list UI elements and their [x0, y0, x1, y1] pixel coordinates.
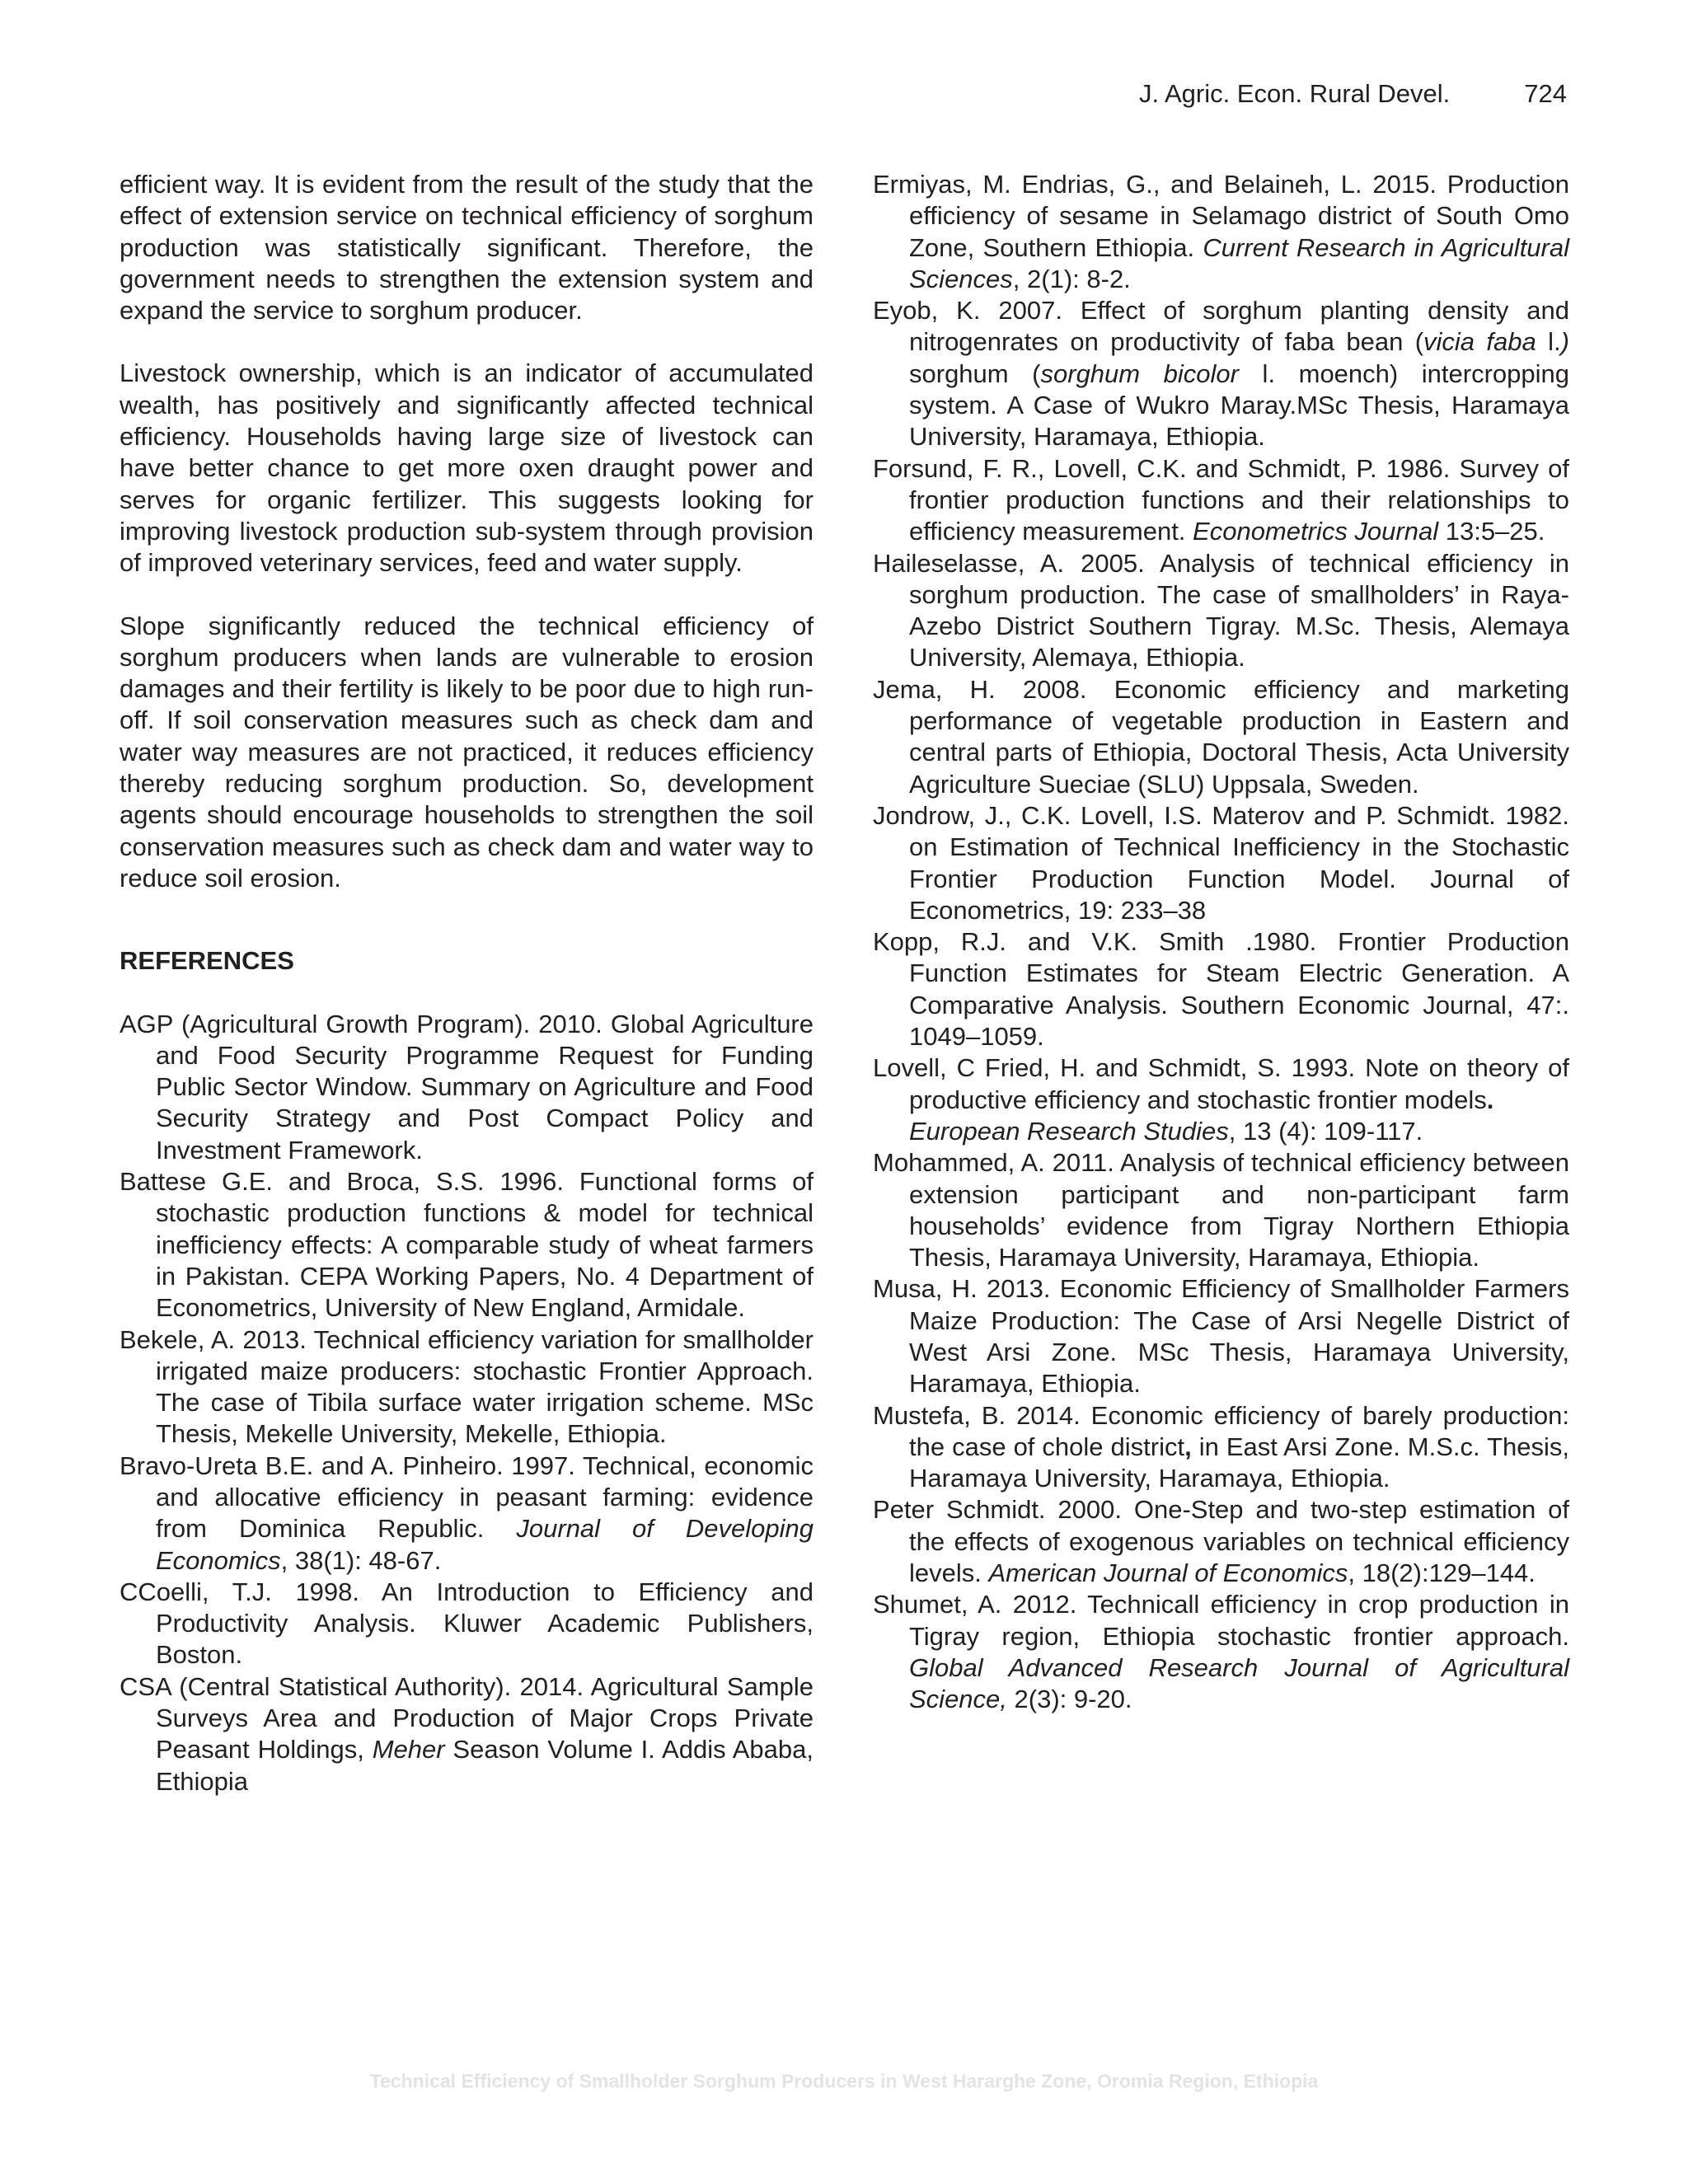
journal-name: J. Agric. Econ. Rural Devel.: [1138, 79, 1451, 108]
reference-entry: Jema, H. 2008. Economic efficiency and marketing performance of vegetable production in Eastern and central parts of Ethiopia, Doctoral Thesis, Acta University Agriculture Sueciae (SLU) Uppsala, Sweden.: [873, 674, 1569, 799]
reference-entry: Eyob, K. 2007. Effect of sorghum planting density and nitrogenrates on productivity of faba bean (vicia faba l.) sorghum (sorghum bicolor l. moench) intercropping system. A Case of Wukro Maray.MSc Thesis, Haramaya University, Haramaya, Ethiopia.: [873, 296, 1570, 452]
reference-entry: Mohammed, A. 2011. Analysis of technical efficiency between extension participant and non-participant farm households’ evidence from Tigray Northern Ethiopia Thesis, Haramaya University, Haramaya, Ethiopia.: [873, 1148, 1569, 1272]
reference-entry: Forsund, F. R., Lovell, C.K. and Schmidt, P. 1986. Survey of frontier production functions and their relationships to efficiency measurement. Econometrics Journal 13:5–25.: [873, 453, 1569, 546]
left-column: [120, 169, 814, 1797]
reference-entry: CSA (Central Statistical Authority). 2014. Agricultural Sample Surveys Area and Production of Major Crops Private Peasant Holdings, Meher Season Volume I. Addis Ababa, Ethiopia: [120, 1671, 814, 1796]
page-number: 724: [1524, 79, 1567, 108]
reference-entry: Lovell, C Fried, H. and Schmidt, S. 1993. Note on theory of productive efficiency and stochastic frontier models. European Research Studies, 13 (4): 109-117.: [873, 1053, 1569, 1146]
right-column: [873, 169, 1569, 1716]
reference-entry: Bravo-Ureta B.E. and A. Pinheiro. 1997. Technical, economic and allocative efficiency in peasant farming: evidence from Dominica Republic. Journal of Developing Economics, 38(1): 48-67.: [120, 1451, 814, 1575]
reference-entry: Battese G.E. and Broca, S.S. 1996. Functional forms of stochastic production functions & model for technical inefficiency effects: A comparable study of wheat farmers in Pakistan. CEPA Working Papers, No. 4 Department of Econometrics, University of New England, Armidale.: [120, 1167, 814, 1323]
running-header: [1139, 79, 1567, 109]
reference-entry: Haileselasse, A. 2005. Analysis of technical efficiency in sorghum production. The case of smallholders’ in Raya- Azebo District Southern Tigray. M.Sc. Thesis, Alemaya University, Alemaya, Ethiopia.: [873, 548, 1569, 673]
reference-entry: Peter Schmidt. 2000. One-Step and two-step estimation of the effects of exogenous variables on technical efficiency levels. American Journal of Economics, 18(2):129–144.: [873, 1495, 1569, 1588]
reference-entry: Shumet, A. 2012. Technicall efficiency in crop production in Tigray region, Ethiopia stochastic frontier approach. Global Advanced Research Journal of Agricultural Science, 2(3): 9-20.: [873, 1590, 1569, 1714]
body-paragraph: Livestock ownership, which is an indicator of accumulated wealth, has positively and significantly affected technical efficiency. Households having large size of livestock can have better chance to get more oxen draught power and serves for organic fertilizer. This suggests looking for improving livestock production sub-system through provision of improved veterinary services, feed and water supply.: [120, 359, 814, 578]
reference-entry: Jondrow, J., C.K. Lovell, I.S. Materov and P. Schmidt. 1982. on Estimation of Technical Inefficiency in the Stochastic Frontier Production Function Model. Journal of Econometrics, 19: 233–38: [873, 800, 1569, 925]
reference-entry: Mustefa, B. 2014. Economic efficiency of barely production: the case of chole district, in East Arsi Zone. M.S.c. Thesis, Haramaya University, Haramaya, Ethiopia.: [873, 1400, 1569, 1493]
references-heading: REFERENCES: [120, 946, 294, 976]
reference-entry: Ermiyas, M. Endrias, G., and Belaineh, L. 2015. Production efficiency of sesame in Selamago district of South Omo Zone, Southern Ethiopia. Current Research in Agricultural Sciences, 2(1): 8-2.: [873, 170, 1569, 293]
running-footer: Technical Efficiency of Smallholder Sorghum Producers in West Hararghe Zone, Oromia Region, Ethiopia: [369, 2070, 1319, 2092]
body-paragraph: efficient way. It is evident from the result of the study that the effect of extension service on technical efficiency of sorghum production was statistically significant. Therefore, the government needs to strengthen the extension system and expand the service to sorghum producer.: [120, 170, 814, 326]
reference-entry: Kopp, R.J. and V.K. Smith .1980. Frontier Production Function Estimates for Steam Electric Generation. A Comparative Analysis. Southern Economic Journal, 47:. 1049–1059.: [873, 927, 1569, 1052]
reference-entry: CCoelli, T.J. 1998. An Introduction to Efficiency and Productivity Analysis. Kluwer Academic Publishers, Boston.: [120, 1577, 814, 1670]
reference-entry: Bekele, A. 2013. Technical efficiency variation for smallholder irrigated maize producers: stochastic Frontier Approach. The case of Tibila surface water irrigation scheme. MSc Thesis, Mekelle University, Mekelle, Ethiopia.: [120, 1324, 814, 1449]
reference-entry: Musa, H. 2013. Economic Efficiency of Smallholder Farmers Maize Production: The Case of Arsi Negelle District of West Arsi Zone. MSc Thesis, Haramaya University, Haramaya, Ethiopia.: [873, 1274, 1569, 1399]
reference-entry: AGP (Agricultural Growth Program). 2010. Global Agriculture and Food Security Programme Request for Funding Public Sector Window. Summary on Agriculture and Food Security Strategy and Post Compact Policy and Investment Framework.: [120, 1009, 814, 1165]
body-paragraph: Slope significantly reduced the technical efficiency of sorghum producers when lands are vulnerable to erosion damages and their fertility is likely to be poor due to high run-off. If soil conservation measures such as check dam and water way measures are not practiced, it reduces efficiency thereby reducing sorghum production. So, development agents should encourage households to strengthen the soil conservation measures such as check dam and water way to reduce soil erosion.: [120, 611, 814, 893]
